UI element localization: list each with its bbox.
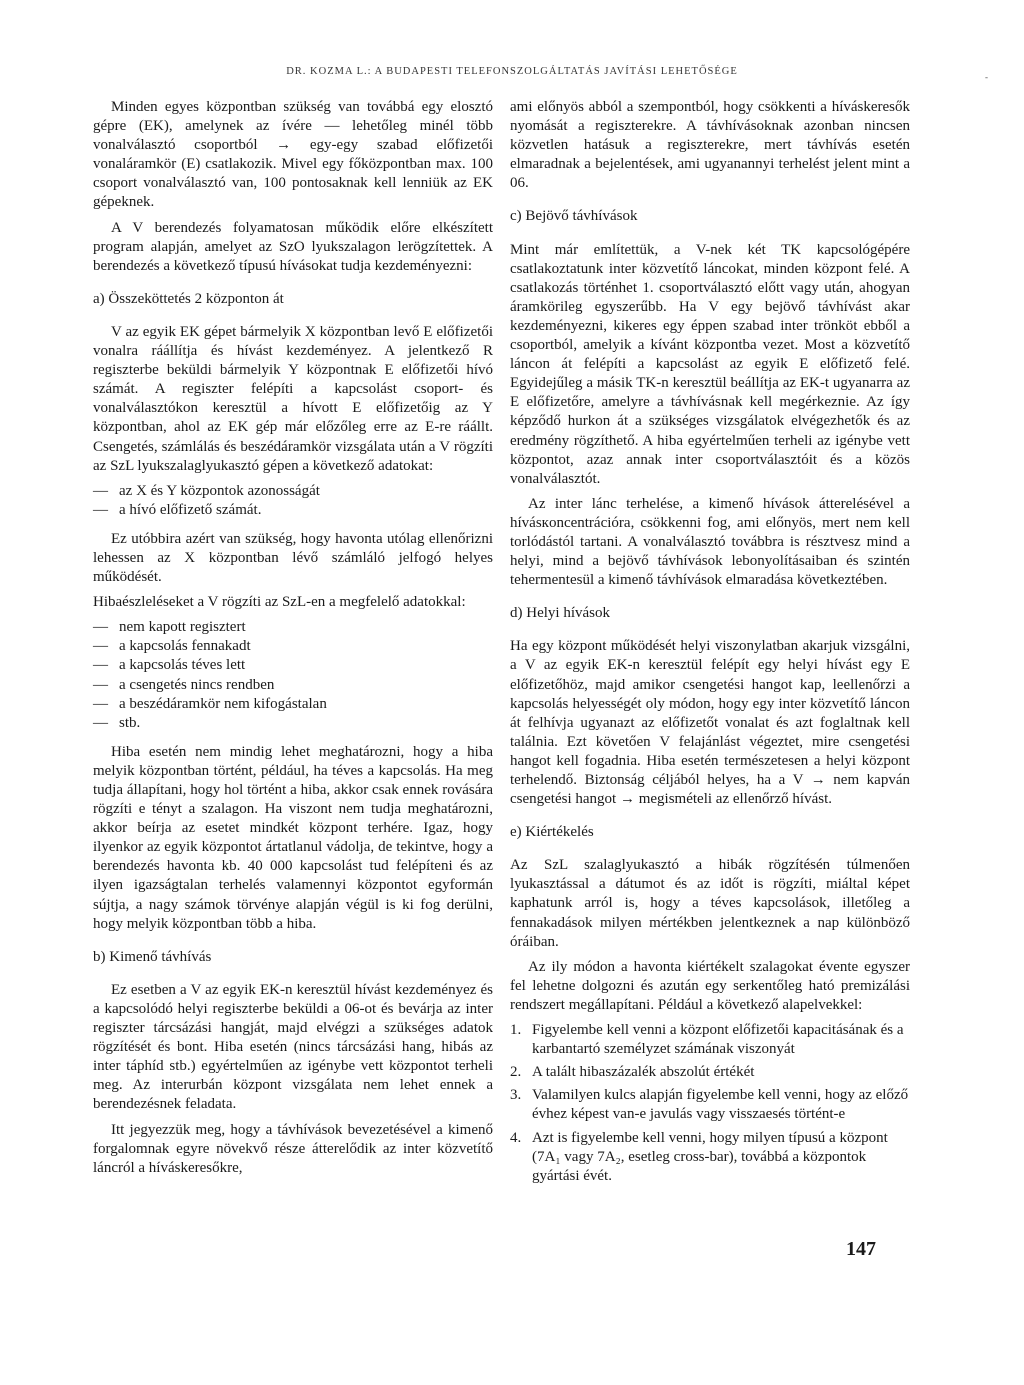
paragraph: ami előnyös abból a szempontból, hogy csökkenti a híváskeresők nyomását a regiszterekre. A távhívásoknak azonban nincsen közvetlen hatásuk a regiszterekre, mert távhívás esetén elmaradnak a bejelentések, ami ugyanannyi terhelést jelent mint a 06.: [510, 99, 910, 192]
list-item: — a csengetés nincs rendben: [93, 676, 493, 695]
paragraph: Ha egy központ működését helyi viszonylatban akarjuk vizsgálni, a V az egyik EK-n keresztül felépít egy helyi hívást egy E előfizetőhöz, majd amikor csengetési hangot kap, leellenőrzi a kapcsolás helyességét oly módon, hogy egy inter közvetítő láncon át felhívja ugyanazt az előfizetőt vonalat és azt foglaltnak kell találnia. Ezt követően V felajánlást végeztet, mire csengetési hangot kell fogadnia. Hiba esetén természetesen a helyi központ terhelendő. Biztonság céljából helyes, ha a V → nem kapván csengetési hangot → megismételi az ellenőrző hívást.: [510, 638, 910, 808]
list-item: — stb.: [93, 714, 493, 733]
list-text: Valamilyen kulcs alapján figyelembe kell venni, hogy az előző évhez képest van-e javulás vagy visszaesés történt-e: [532, 1087, 909, 1123]
list-text: A talált hibaszázalék abszolút értékét: [532, 1064, 755, 1081]
section-heading-e: e) Kiértékelés: [510, 824, 594, 841]
paragraph: Itt jegyezzük meg, hogy a távhívások bevezetésével a kimenő forgalomnak egyre növekvő része átterelődik az inter közvetítő láncról a híváskeresőkre,: [93, 1121, 493, 1176]
list-number: 1.: [510, 1022, 522, 1039]
list-item: — a hívó előfizető számát.: [93, 501, 493, 520]
list-number: 4.: [510, 1129, 522, 1146]
list-item: [510, 1021, 910, 1059]
dash-list: [93, 618, 493, 733]
list-text: Azt is figyelembe kell venni, hogy milyen típusú a központ (7A₁ vagy 7A₂, esetleg cross-bar), továbbá a központok gyártási évét.: [532, 1129, 888, 1184]
paragraph: Hibaészleléseket a V rögzíti az SzL-en a megfelelő adatokkal:: [93, 594, 466, 611]
list-item: — a kapcsolás fennakadt: [93, 637, 493, 656]
list-item: [510, 1063, 910, 1082]
paragraph: Ez utóbbira azért van szükség, hogy havonta utólag ellenőrizni lehessen az X központban lévő számláló jelfogó helyes működését.: [93, 530, 493, 586]
paragraph: Az SzL szalaglyukasztó a hibák rögzítésén túlmenően lyukasztással a dátumot és az időt is rögzíti, miáltal képet kaphatunk arról is, hogy a téves kapcsolások, illetőleg a fennakadások milyen mértékben jelentkeznek a nap különböző óráiban.: [510, 857, 910, 950]
paragraph: A V berendezés folyamatosan működik előre elkészített program alapján, amelyet az SzO lyukszalagon lerögzítettek. A berendezés a következő típusú hívásokat tudja kezdeményezni:: [93, 219, 493, 274]
page-number: 147: [846, 1238, 876, 1260]
list-text: Figyelembe kell venni a központ előfizetői kapacitásának és a karbantartó személyzet számának viszonyát: [532, 1022, 904, 1058]
section-heading-b: b) Kimenő távhívás: [93, 948, 212, 965]
list-item: — az X és Y központok azonosságát: [93, 482, 493, 501]
dash-list: [93, 482, 493, 520]
list-number: 3.: [510, 1087, 522, 1104]
list-number: 2.: [510, 1064, 522, 1081]
right-column: [510, 98, 910, 1190]
paragraph: Hiba esetén nem mindig lehet meghatározni, hogy a hiba melyik központban történt, például, ha téves a kapcsolás. Ha meg tudja állapítani, hogy hol történt a hiba, akkor csak ennek rovására rögzíti e tényt a szalagon. Ha viszont nem tudja meghatározni, akkor beírja az esetet mindkét központ terhére. Igaz, hogy ilyenkor az egyik központot ártatlanul vádolja, de tekintve, hogy a berendezés havonta kb. 40 000 kapcsolást tud felépíteni és az ilyen igazságtalan terhelés valamennyi központot egyformán sújtja, a nagy számok törvénye alapján végül is ki fog derülni, hogy melyik központban több a hiba.: [93, 743, 493, 932]
numbered-list: [510, 1021, 910, 1186]
section-heading-a: a) Összeköttetés 2 központon át: [93, 290, 284, 307]
list-item: — a beszédáramkör nem kifogástalan: [93, 695, 493, 714]
paragraph: Mint már említettük, a V-nek két TK kapcsológépére csatlakoztatunk inter közvetítő láncokat, minden központ felé. A csatlakozás történhet 1. csoportválasztó előtt vagy után, ahogyan áramkörileg egyszerűbb. Ha V egy bejövő távhívást akar kezdeményezni, kikeres egy éppen szabad inter trönköt ebből a csoportból, amelyik a kívánt központba vezet. Most a közvetítő láncon át felépíti a kapcsolást az egyik E előfizető felé. Egyidejűleg a másik TK-n keresztül beállítja az EK-t ugyanarra az E előfizetőre, amelyre a távhívásnak kell megérkeznie. Az így képződő hurkon át a szükséges vizsgálatok elvégezhetők és az eredmény rögzíthető. A hiba egyértelműen terheli az igénybe vett központot, azaz annak inter csoportválasztóit és a közös vonalválasztót.: [510, 241, 910, 487]
list-item: — nem kapott regisztert: [93, 618, 493, 637]
list-item: [510, 1129, 910, 1186]
list-item: — a kapcsolás téves lett: [93, 656, 493, 675]
paragraph: Az inter lánc terhelése, a kimenő hívások átterelésével a hívásкoncentrációra, csökkenni fog, ami előnyös, mert nem kell torlódástól tartani. A vonalválasztó továbbra is résztvesz mind a helyi, mind a bejövő távhívások lebonyolításaiban és szintén tehermentesül a kimenő távhívások elmaradása következtében.: [510, 495, 910, 589]
paragraph: Az ily módon a havonta kiértékelt szalagokat évente egyszer fel lehetne dolgozni és azután egy serkentőleg ható premizálási rendszert megállapítani. Például a következő alapelvekkel:: [510, 958, 910, 1013]
list-item: [510, 1086, 910, 1124]
paragraph: Minden egyes központban szükség van továbbá egy elosztó gépre (EK), amelynek az ívére — lehetőleg minél több vonalválasztó csoportból → egy-egy szabad előfizetői vonaláramkör (E) csatlakozik. Mivel egy főközpontban max. 100 csoport vonalválasztó van, 100 pontosaknak kell lenniük az EK gépeknek.: [93, 99, 493, 211]
left-column: [93, 98, 493, 1184]
paragraph: V az egyik EK gépet bármelyik X központban levő E előfizetői vonalra ráállítja és hívást kezdeményez. A jelentkező R regiszterbe beküldi bármelyik Y központnak E előfizetői hívó számát. A regiszter felépíti a kapcsolást csoport- és vonalválasztókon keresztül a hívott E előfizetőig az Y központban, ahol az EK gép már előzőleg erre az E-re ráállt. Csengetés, számlálás és beszédáramkör vizsgálata után a V rögzíti az SzL lyukszalaglyukasztó gépen a következő adatokat:: [93, 323, 493, 474]
section-heading-c: c) Bejövő távhívások: [510, 208, 638, 225]
paragraph: Ez esetben a V az egyik EK-n keresztül hívást kezdeményez és a kapcsolódó helyi regiszterbe beküldi a 06-ot és bevárja az inter regiszter tárcsázási hangját, majd elvégzi a szükséges adatok rögzítését és bont. Hiba esetén (nincs tárcsázási hang, hibás az inter táphíd stb.) egyértelműen az igénybe vett központot terheli meg. Az interurbán központ vizsgálata nem lehet ennek a berendezésnek feladata.: [93, 981, 493, 1113]
corner-mark: -: [985, 72, 988, 82]
running-header: DR. KOZMA L.: A BUDAPESTI TELEFONSZOLGÁLTATÁS JAVÍTÁSI LEHETŐSÉGE: [286, 66, 738, 77]
section-heading-d: d) Helyi hívások: [510, 605, 610, 622]
